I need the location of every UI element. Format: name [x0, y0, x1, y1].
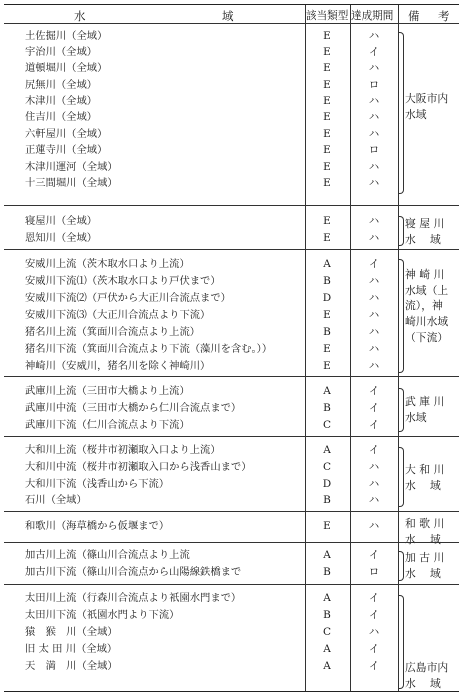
achievement-period: ハ	[368, 111, 380, 123]
water-area-name: 天 満 川（全域）	[25, 660, 118, 672]
group-brace	[399, 259, 404, 373]
group-brace	[399, 447, 404, 507]
achievement-period: ロ	[368, 144, 380, 156]
water-area-name: 木津川運河（全域）	[25, 161, 118, 173]
remark-note: 加 古 川 水 域	[405, 551, 445, 580]
type-code: A	[323, 385, 331, 397]
remark-note: 大阪市内 水域	[405, 92, 449, 121]
achievement-period: ハ	[368, 360, 380, 372]
header-water-1: 水	[74, 9, 86, 23]
type-code: A	[323, 643, 331, 655]
remark-note: 大 和 川 水 域	[405, 463, 445, 492]
water-area-name: 大和川上流（桜井市初瀬取入口より上流）	[25, 444, 221, 456]
remark-note: 寝 屋 川 水 域	[405, 217, 445, 246]
type-code: C	[322, 419, 332, 431]
achievement-period: ハ	[368, 520, 380, 532]
achievement-period: イ	[368, 609, 380, 621]
achievement-period: ハ	[368, 95, 380, 107]
type-code: D	[322, 478, 332, 490]
water-area-name: 土佐掘川（全域）	[25, 30, 108, 42]
water-area-name: 旧 太 田 川（全域）	[25, 643, 118, 655]
achievement-period: イ	[368, 419, 380, 431]
achievement-period: ハ	[368, 275, 380, 287]
type-code: B	[323, 566, 331, 578]
water-area-name: 安威川下流⑶（大正川合流点より下流）	[25, 309, 211, 321]
type-code: C	[322, 626, 332, 638]
achievement-period: ロ	[368, 79, 380, 91]
achievement-period: イ	[368, 385, 380, 397]
water-area-name: 太田川下流（祇園水門より下流）	[25, 609, 180, 621]
achievement-period: ハ	[368, 309, 380, 321]
achievement-period: ハ	[368, 494, 380, 506]
type-code: E	[323, 46, 331, 58]
water-area-name: 安威川下流⑵（戸伏から大正川合流点まで）	[25, 292, 231, 304]
water-area-name: 六軒屋川（全域）	[25, 128, 108, 140]
achievement-period: ハ	[368, 161, 380, 173]
type-code: B	[323, 494, 331, 506]
achievement-period: ハ	[368, 461, 380, 473]
type-code: B	[323, 326, 331, 338]
water-area-name: 加古川上流（篠山川合流点より上流	[25, 549, 190, 561]
achievement-period: ハ	[368, 128, 380, 140]
group-rule	[4, 205, 459, 206]
type-code: A	[323, 444, 331, 456]
type-code: E	[323, 360, 331, 372]
water-area-name: 猿 猴 川（全域）	[25, 626, 118, 638]
type-code: A	[323, 660, 331, 672]
type-code: A	[323, 549, 331, 561]
water-area-name: 安威川下流⑴（茨木取水口より戸伏まで）	[25, 275, 221, 287]
achievement-period: イ	[368, 643, 380, 655]
water-area-name: 住吉川（全域）	[25, 111, 98, 123]
achievement-period: イ	[368, 402, 380, 414]
group-rule	[4, 542, 459, 543]
water-area-name: 道頓堀川（全域）	[25, 62, 108, 74]
header-water-2: 域	[222, 9, 234, 23]
achievement-period: ロ	[368, 566, 380, 578]
water-area-name: 石川（全域）	[25, 494, 87, 506]
column-rule	[350, 5, 351, 691]
water-area-name: 和歌川（海草橋から仮堰まで）	[25, 520, 170, 532]
type-code: B	[323, 275, 331, 287]
type-code: E	[323, 343, 331, 355]
type-code: E	[323, 520, 331, 532]
achievement-period: ハ	[368, 215, 380, 227]
group-brace	[399, 32, 404, 194]
water-area-name: 正蓮寺川（全域）	[25, 144, 108, 156]
group-rule	[4, 376, 459, 377]
achievement-period: イ	[368, 444, 380, 456]
water-area-name: 神崎川（安威川，猪名川を除く神崎川）	[25, 360, 211, 372]
water-area-name: 猪名川下流（箕面川合流点より下流（藻川を含む。））	[25, 343, 273, 355]
water-area-name: 武庫川下流（仁川合流点より下流）	[25, 419, 190, 431]
header-remarks-2: 考	[438, 9, 450, 23]
achievement-period: ハ	[368, 62, 380, 74]
type-code: E	[323, 161, 331, 173]
group-brace	[399, 388, 404, 432]
water-area-name: 安威川上流（茨木取水口より上流）	[25, 258, 190, 270]
type-code: E	[323, 215, 331, 227]
header-rule	[4, 23, 459, 24]
achievement-period: イ	[368, 592, 380, 604]
achievement-period: ハ	[368, 343, 380, 355]
achievement-period: ハ	[368, 626, 380, 638]
water-quality-table	[4, 4, 459, 692]
water-area-name: 大和川下流（浅香山から下流）	[25, 478, 170, 490]
achievement-period: ハ	[368, 326, 380, 338]
header-remarks-1: 備	[408, 9, 420, 23]
water-area-name: 尻無川（全域）	[25, 79, 98, 91]
achievement-period: ハ	[368, 478, 380, 490]
group-rule	[4, 436, 459, 437]
group-brace	[399, 551, 404, 581]
achievement-period: イ	[368, 549, 380, 561]
water-area-name: 加古川下流（篠山川合流点から山陽線鉄橋まで	[25, 566, 242, 578]
water-area-name: 恩知川（全域）	[25, 232, 98, 244]
type-code: E	[323, 95, 331, 107]
water-area-name: 宇治川（全域）	[25, 46, 98, 58]
type-code: E	[323, 79, 331, 91]
achievement-period: ハ	[368, 292, 380, 304]
type-code: C	[322, 461, 332, 473]
type-code: E	[323, 232, 331, 244]
column-rule	[305, 5, 306, 691]
type-code: E	[323, 111, 331, 123]
remark-note: 神 崎 川 水域（上 流），神 崎川水域 （下流）	[405, 268, 449, 344]
header-period: 達成期間	[351, 10, 394, 22]
type-code: E	[323, 62, 331, 74]
remark-note: 武 庫 川 水域	[405, 395, 445, 424]
type-code: B	[323, 609, 331, 621]
type-code: E	[323, 30, 331, 42]
group-rule	[4, 511, 459, 512]
achievement-period: ハ	[368, 232, 380, 244]
water-area-name: 猪名川上流（箕面川合流点より上流）	[25, 326, 201, 338]
water-area-name: 木津川（全域）	[25, 95, 98, 107]
type-code: E	[323, 177, 331, 189]
remark-note: 広島市内 水 域	[405, 661, 449, 690]
type-code: A	[323, 258, 331, 270]
type-code: E	[323, 144, 331, 156]
achievement-period: イ	[368, 660, 380, 672]
achievement-period: ハ	[368, 30, 380, 42]
group-brace	[399, 595, 404, 689]
header-type: 該当類型	[306, 10, 349, 22]
water-area-name: 武庫川上流（三田市大橋より上流）	[25, 385, 190, 397]
achievement-period: イ	[368, 258, 380, 270]
achievement-period: ハ	[368, 177, 380, 189]
water-area-name: 寝屋川（全域）	[25, 215, 98, 227]
group-rule	[4, 249, 459, 250]
water-area-name: 大和川中流（桜井市初瀬取入口から浅香山まで）	[25, 461, 252, 473]
type-code: D	[322, 292, 332, 304]
achievement-period: イ	[368, 46, 380, 58]
type-code: E	[323, 309, 331, 321]
water-area-name: 太田川上流（行森川合流点より祇園水門まで）	[25, 592, 242, 604]
water-area-name: 武庫川中流（三田市大橋から仁川合流点まで）	[25, 402, 242, 414]
remark-note: 和 歌 川 水 域	[405, 517, 445, 546]
group-rule	[4, 584, 459, 585]
type-code: A	[323, 592, 331, 604]
water-area-name: 十三間堀川（全域）	[25, 177, 118, 189]
type-code: E	[323, 128, 331, 140]
type-code: B	[323, 402, 331, 414]
group-brace	[399, 216, 404, 246]
